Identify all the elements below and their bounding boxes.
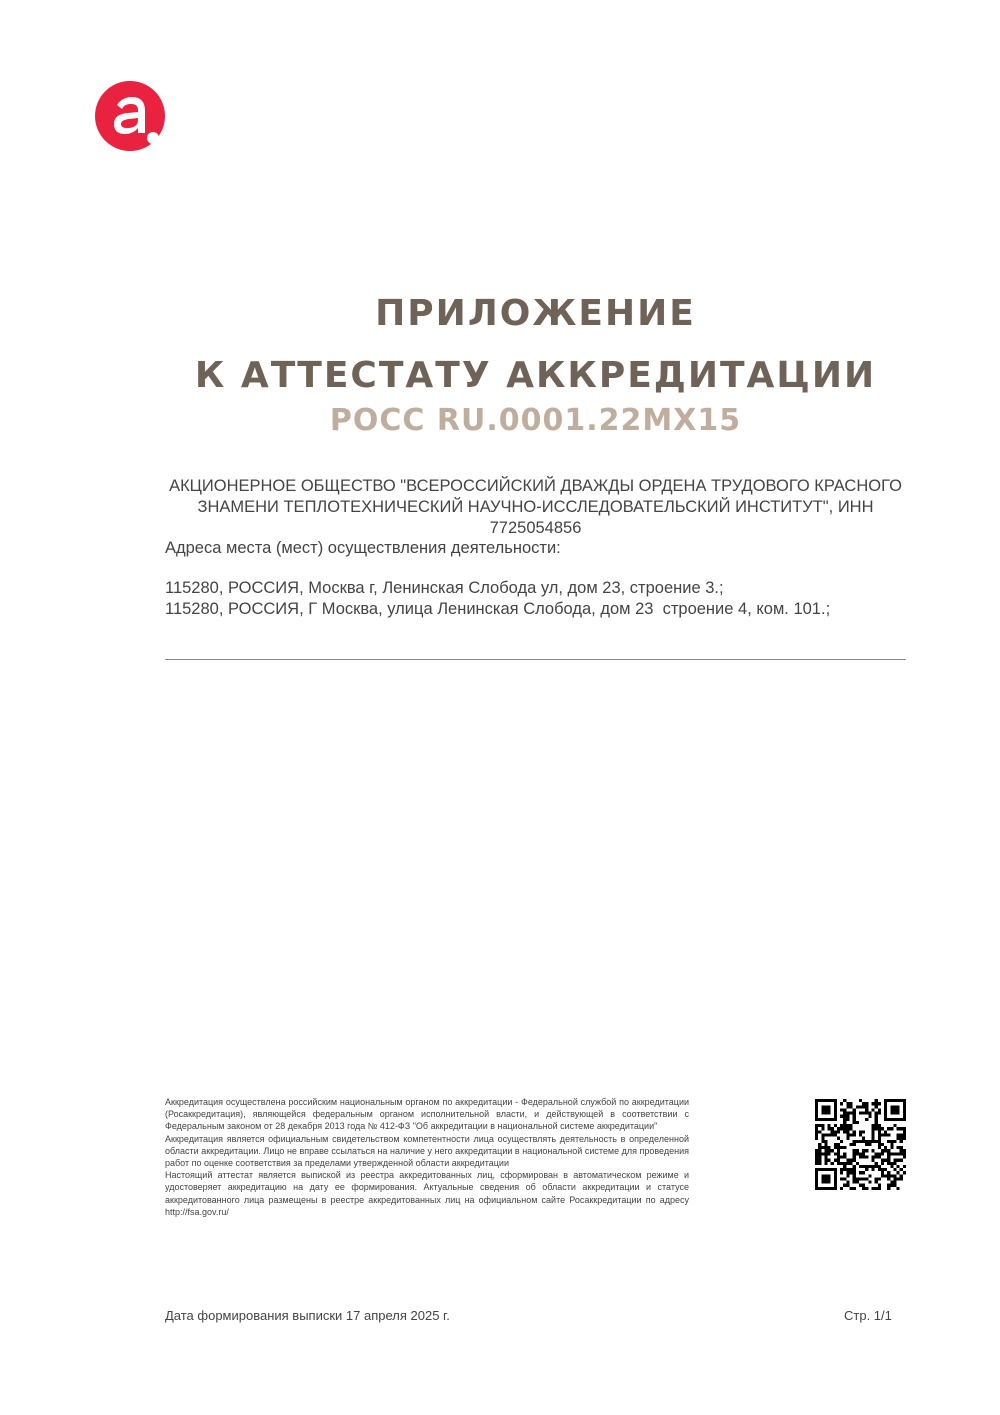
footnote-paragraph: Аккредитация осуществлена российским национальным органом по аккредитации - Федеральной службой по аккредитации (Росаккредитация), являющейся федеральным органом исполнительной власти, и действующей в соответствии с Федеральным законом от 28 декабря 2013 года № 412-ФЗ "Об аккредитации в национальной системе аккредитации"	[165, 1097, 689, 1132]
address-item: 115280, РОССИЯ, Москва г, Ленинская Слобода ул, дом 23, строение 3.;	[165, 579, 724, 597]
address-item: 115280, РОССИЯ, Г Москва, улица Ленинская Слобода, дом 23 строение 4, ком. 101.;	[165, 600, 831, 618]
organization-name: АКЦИОНЕРНОЕ ОБЩЕСТВО "ВСЕРОССИЙСКИЙ ДВАЖДЫ ОРДЕНА ТРУДОВОГО КРАСНОГО ЗНАМЕНИ ТЕПЛОТЕХНИЧЕСКИЙ НАУЧНО-ИССЛЕДОВАТЕЛЬСКИЙ ИНСТИТУТ", ИНН 7725054856	[169, 477, 902, 537]
page-number: Стр. 1/1	[844, 1308, 892, 1323]
title-line-2: К АТТЕСТАТУ АККРЕДИТАЦИИ	[194, 355, 877, 396]
addresses-heading: Адреса места (мест) осуществления деятельности:	[165, 539, 561, 557]
footnote-paragraph: Аккредитация является официальным свидетельством компетентности лица осуществлять деятельность в определенной области аккредитации. Лицо не вправе ссылаться на наличие у него аккредитации в национальной системе для проведения работ по оценке соответствия за пределами утвержденной области аккредитации	[165, 1133, 689, 1169]
accreditation-footnote	[165, 1096, 689, 1218]
footnote-paragraph: Настоящий аттестат является выпиской из реестра аккредитованных лиц, сформирован в автоматическом режиме и удостоверяет аккредитацию на дату ее формирования. Актуальные сведения об области аккредитации и статусе аккредитованного лица размещены в реестре аккредитованных лиц на официальном сайте Росаккредитации по адресу http://fsa.gov.ru/	[165, 1170, 689, 1217]
title-line-1: ПРИЛОЖЕНИЕ	[375, 293, 696, 334]
attestat-number: РОСС RU.0001.22МХ15	[329, 403, 742, 438]
accreditation-a-logo-icon	[95, 81, 165, 151]
generation-date: Дата формирования выписки 17 апреля 2025 г.	[165, 1308, 450, 1323]
divider	[165, 659, 906, 660]
qr-code-icon	[815, 1099, 906, 1190]
addresses-list	[165, 578, 906, 620]
